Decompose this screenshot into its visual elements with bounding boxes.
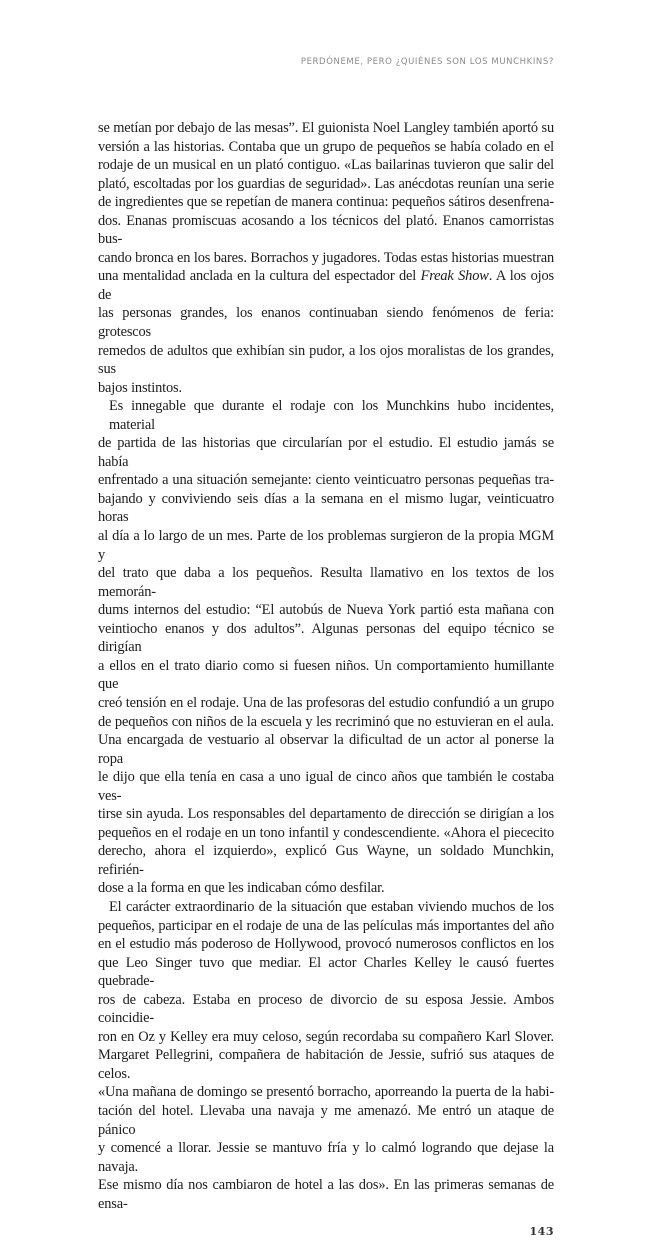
text-line: al día a lo largo de un mes. Parte de los problemas surgieron de la propia MGM y	[98, 528, 554, 563]
text-line: le dijo que ella tenía en casa a uno igual de cinco años que también le costaba ves-	[98, 769, 554, 804]
text-line: las personas grandes, los enanos continuaban siendo fenómenos de feria: grotescos	[98, 305, 554, 341]
text-line	[98, 267, 554, 304]
text-line: a ellos en el trato diario como si fuesen niños. Un comportamiento humillante que	[98, 657, 554, 693]
page-number: 143	[529, 1225, 554, 1239]
body-text	[98, 119, 554, 1213]
book-page	[98, 0, 554, 1259]
paragraph	[98, 119, 554, 397]
text-line: Margaret Pellegrini, compañera de habitación de Jessie, sufrió sus ataques de celos.	[98, 1047, 554, 1082]
text-line: de partida de las historias que circularían por el estudio. El estudio jamás se había	[98, 435, 554, 470]
text-segment: . A los ojos de	[98, 268, 555, 303]
text-line: tación del hotel. Llevaba una navaja y me amenazó. Me entró un ataque de pánico	[98, 1102, 554, 1138]
text-line: dums internos del estudio: “El autobús de Nueva York partió esta mañana con	[98, 602, 554, 619]
text-line: en el estudio más poderoso de Hollywood, provocó numerosos conflictos en los	[98, 936, 554, 953]
text-line: de pequeños con niños de la escuela y les recriminó que no estuvieran en el aula.	[98, 713, 554, 730]
text-line: Es innegable que durante el rodaje con los Munchkins hubo incidentes, material	[109, 398, 554, 433]
text-line: bajos instintos.	[98, 379, 182, 396]
text-line: rodaje de un musical en un plató contiguo. «Las bailarinas tuvieron que salir del	[98, 157, 554, 174]
text-line: pequeños, participar en el rodaje de una de las películas más importantes del año	[98, 917, 554, 934]
running-header: PERDÓNEME, PERO ¿QUIÉNES SON LOS MUNCHKINS?	[300, 57, 554, 67]
text-line: ros de cabeza. Estaba en proceso de divorcio de su esposa Jessie. Ambos coincidie-	[98, 991, 554, 1027]
text-line: cando bronca en los bares. Borrachos y jugadores. Todas estas historias muestran	[98, 249, 554, 266]
text-line: «Una mañana de domingo se presentó borracho, aporreando la puerta de la habi-	[98, 1084, 554, 1101]
text-line: El carácter extraordinario de la situación que estaban viviendo muchos de los	[109, 898, 554, 915]
text-line: Ese mismo día nos cambiaron de hotel a las dos». En las primeras semanas de ensa-	[98, 1177, 554, 1212]
text-line: derecho, ahora el izquierdo», explicó Gus Wayne, un soldado Munchkin, refirién-	[98, 843, 554, 878]
text-line: tirse sin ayuda. Los responsables del departamento de dirección se dirigían a los	[98, 806, 554, 823]
text-line: dose a la forma en que les indicaban cómo desfilar.	[98, 880, 385, 897]
text-line: enfrentado a una situación semejante: ciento veinticuatro personas pequeñas tra-	[98, 472, 554, 489]
text-line: remedos de adultos que exhibían sin pudor, a los ojos moralistas de los grandes, sus	[98, 342, 554, 378]
italic-title: Freak Show	[420, 268, 489, 285]
text-line: se metían por debajo de las mesas”. El guionista Noel Langley también aportó su	[98, 120, 554, 136]
text-line: veintiocho enanos y dos adultos”. Algunas personas del equipo técnico se dirigían	[98, 620, 554, 656]
paragraph	[98, 898, 554, 1213]
text-line: pequeños en el rodaje en un tono infantil y condescendiente. «Ahora el piececito	[98, 824, 554, 841]
text-line: versión a las historias. Contaba que un grupo de pequeños se había colado en el	[98, 138, 554, 155]
text-line: creó tensión en el rodaje. Una de las profesoras del estudio confundió a un grupo	[98, 694, 554, 711]
text-line: que Leo Singer tuvo que mediar. El actor Charles Kelley le causó fuertes quebrade-	[98, 954, 554, 990]
text-segment: una mentalidad anclada en la cultura del espectador del	[98, 268, 421, 285]
text-line: ron en Oz y Kelley era muy celoso, según recordaba su compañero Karl Slover.	[98, 1028, 554, 1045]
text-line: bajando y conviviendo seis días a la semana en el mismo lugar, veinticuatro horas	[98, 490, 554, 526]
text-line: dos. Enanas promiscuas acosando a los técnicos del plató. Enanos camorristas bus-	[98, 212, 554, 248]
text-line: Una encargada de vestuario al observar la dificultad de un actor al ponerse la ropa	[98, 732, 554, 767]
text-line: plató, escoltadas por los guardias de seguridad». Las anécdotas reunían una serie	[98, 175, 554, 192]
paragraph	[98, 397, 554, 898]
text-line: del trato que daba a los pequeños. Resulta llamativo en los textos de los memorán-	[98, 565, 554, 600]
text-line: y comencé a llorar. Jessie se mantuvo fría y lo calmó logrando que dejase la navaja.	[98, 1140, 554, 1175]
text-line: de ingredientes que se repetían de manera continua: pequeños sátiros desenfrena-	[98, 194, 554, 211]
